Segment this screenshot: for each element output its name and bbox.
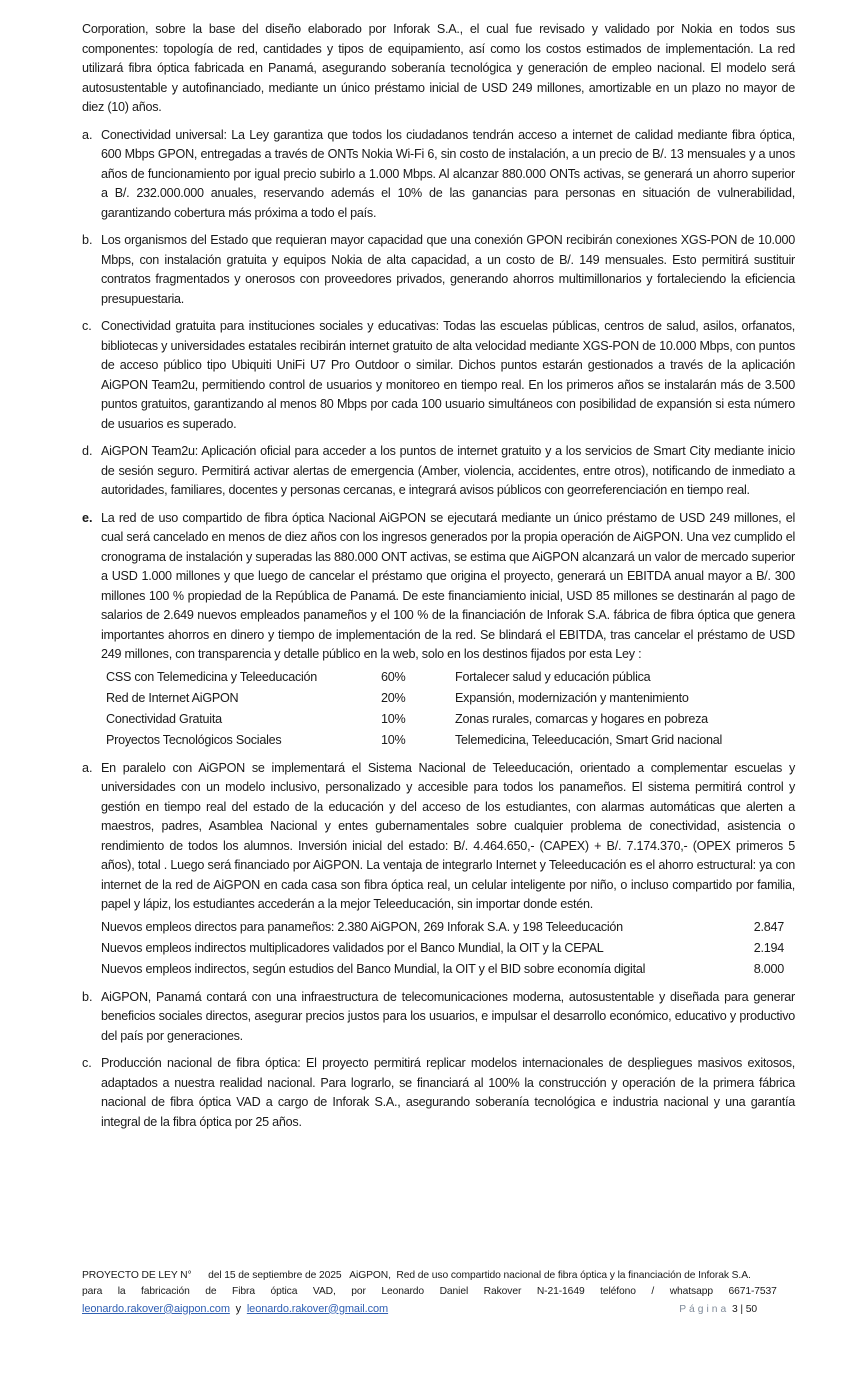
destination-name: Red de Internet AiGPON bbox=[106, 690, 239, 705]
footer-word: la bbox=[117, 1286, 126, 1298]
email-separator: y bbox=[235, 1302, 242, 1315]
destination-purpose: Expansión, modernización y mantenimiento bbox=[455, 690, 689, 705]
list-item-text: Conectividad universal: La Ley garantiza que todos los ciudadanos tendrán acceso a internet de calidad mediante fibra óptica, 600 Mbps GPON, entregadas a través de ONTs Nokia Wi-Fi 6, sin costo de instalación, a un precio de B/. 13 mensuales y a unos años de funcionamiento por igual precio subirlo a 1.000 Mbps. Al alcanzar 880.000 ONTs activas, se generará un ahorro superior a B/. 232.000.000 anuales, reservando además el 10% de las ganancias para personas en situación de vulnerabilidad, garantizando cobertura más próxima a todo el país. bbox=[101, 127, 795, 220]
list-last bbox=[82, 988, 795, 1133]
footer-word: / bbox=[651, 1286, 655, 1298]
list-item-text: AiGPON Team2u: Aplicación oficial para acceder a los puntos de internet gratuito y a los servicios de Smart City mediante inicio de sesión seguro. Permitirá activar alertas de emergencia (Amber, violencia, accidentes, entre otros), notificando de inmediato a autoridades, familiares, docentes y personas cercanas, e integrará avisos públicos con georreferenciación en tiempo real. bbox=[101, 444, 795, 497]
destination-purpose: Zonas rurales, comarcas y hogares en pobreza bbox=[455, 711, 708, 726]
list-item-d bbox=[82, 442, 795, 501]
email-link-aigpon[interactable]: leonardo.rakover@aigpon.com bbox=[82, 1302, 230, 1315]
footer-word: Leonardo bbox=[381, 1286, 425, 1298]
list-marker: a. bbox=[82, 127, 93, 142]
footer-word: óptica bbox=[270, 1286, 298, 1298]
footer-word: para bbox=[82, 1286, 103, 1298]
list-marker: b. bbox=[82, 989, 93, 1004]
table-row bbox=[101, 959, 786, 980]
jobs-table bbox=[101, 917, 786, 980]
page-indicator bbox=[679, 1302, 757, 1318]
jobs-label: Nuevos empleos indirectos multiplicadores validados por el Banco Mundial, la OIT y la CEPAL bbox=[101, 940, 604, 955]
list-marker: e. bbox=[82, 510, 93, 525]
jobs-label: Nuevos empleos indirectos, según estudios del Banco Mundial, la OIT y el BID sobre economía digital bbox=[101, 961, 646, 976]
page-number: 3 | 50 bbox=[732, 1303, 757, 1315]
footer-word: 6671-7537 bbox=[728, 1286, 777, 1298]
destination-name: CSS con Telemedicina y Teleeducación bbox=[106, 669, 318, 684]
list-item-c bbox=[82, 317, 795, 434]
list-item-text: La red de uso compartido de fibra óptica Nacional AiGPON se ejecutará mediante un único préstamo de USD 249 millones, el cual será cancelado en menos de diez años con los ingresos generados por la propia operación de AiGPON. Una vez cumplido el cronograma de instalación y superadas las 880.000 ONT activas, se estima que AiGPON alcanzará un valor de mercado superior a USD 1.000 millones y que luego de cancelar el préstamo que origina el proyecto, generará un EBITDA anual mayor a B/. 300 millones 100 % propiedad de la República de Panamá. De este financiamiento inicial, USD 85 millones se destinarán al pago de salarios de 2.649 nuevos empleados panameños y el 100 % de la financiación de Inforak S.A. fábrica de fibra óptica que genera importantes ahorros en dinero y tiempo de implementación de la red. Se blindará el EBITDA, tras cancelar el préstamo de USD 249 millones, con transparencia y detalle público en la web, solo en los destinos fijados por esta Ley : bbox=[101, 510, 795, 661]
footer-line-2 bbox=[82, 1284, 777, 1300]
list-item-c bbox=[82, 1054, 795, 1132]
footer-word: Rakover bbox=[483, 1286, 522, 1298]
list-marker: c. bbox=[82, 319, 92, 333]
footer-word: VAD, bbox=[312, 1286, 336, 1298]
table-row bbox=[101, 917, 786, 938]
list-marker: b. bbox=[82, 233, 93, 247]
list-item-b bbox=[82, 231, 795, 309]
table-row bbox=[106, 688, 722, 709]
footer-word: Daniel bbox=[439, 1286, 469, 1298]
email-link-gmail[interactable]: leonardo.rakover@gmail.com bbox=[246, 1302, 389, 1315]
destination-purpose: Fortalecer salud y educación pública bbox=[455, 669, 651, 684]
destination-name: Proyectos Tecnológicos Sociales bbox=[106, 732, 282, 747]
footer-word: N-21-1649 bbox=[536, 1286, 585, 1298]
table-row bbox=[106, 730, 722, 751]
footer-line-3 bbox=[82, 1301, 777, 1318]
footer-word: de bbox=[205, 1286, 217, 1298]
destination-percent: 10% bbox=[381, 732, 406, 747]
jobs-value: 8.000 bbox=[753, 961, 784, 976]
list-marker: c. bbox=[82, 1056, 92, 1070]
list-item-a bbox=[82, 126, 795, 224]
document-page bbox=[82, 20, 795, 1140]
list-item-text: En paralelo con AiGPON se implementará el Sistema Nacional de Teleeducación, orientado a complementar escuelas y universidades con un modelo inclusivo, personalizado y accesible para todos los panameños. El sistema permitirá control y gestión en tiempo real del estado de la educación y del acceso de los estudiantes, con alarmas automáticas que alerten a maestros, padres, Asamblea Nacional y entes gubernamentales sobre cualquier problema de conectividad, asistencia o rendimiento de todos los alumnos. Inversión inicial del estado: B/. 4.464.650,- (CAPEX) + B/. 7.174.370,- (OPEX primeros 5 años), total . Luego será financiado por AiGPON. La ventaja de integrarlo Internet y Teleeducación es el ahorro estructural: ya con internet de la red de AiGPON en cada casa son fibra óptica real, un celular inteligente por niño, o incluso compartido por familia, papel y lápiz, los estudiantes accederán a la mejor Teleeducación, sin importar donde estén. bbox=[101, 760, 795, 911]
footer-emails bbox=[82, 1301, 388, 1318]
footer-word: Fibra bbox=[232, 1286, 255, 1298]
list-item-e bbox=[82, 509, 795, 665]
destination-percent: 60% bbox=[381, 669, 406, 684]
list-item-text: Los organismos del Estado que requieran mayor capacidad que una conexión GPON recibirán conexiones XGS-PON de 10.000 Mbps, con instalación gratuita y equipos Nokia de alta capacidad, a un costo de B/. 149 mensuales. Esto permitirá sustituir contratos fragmentados y onerosos con proveedores privados, generando ahorros multimillonarios y fortaleciendo la eficiencia presupuestaria. bbox=[101, 233, 795, 306]
footer-word: fabricación bbox=[141, 1286, 190, 1298]
destination-percent: 10% bbox=[381, 711, 406, 726]
list-item-text: Producción nacional de fibra óptica: El proyecto permitirá replicar modelos internacionales de despliegues masivos exitosos, adaptados a nuestra realidad nacional. Para lograrlo, se financiará al 100% la construcción y operación de la primera fábrica nacional de fibra óptica VAD a cargo de Inforak S.A., asegurando soberanía tecnológica e industria nacional y una garantía integral de la fibra óptica por 25 años. bbox=[101, 1056, 795, 1129]
footer-line-1: PROYECTO DE LEY N° del 15 de septiembre de 2025 AiGPON, Red de uso compartido nacional de fibra óptica y la financiación de Inforak S.A. bbox=[82, 1270, 751, 1281]
destination-percent: 20% bbox=[381, 690, 406, 705]
list-marker: d. bbox=[82, 444, 93, 458]
list-item-b bbox=[82, 988, 795, 1047]
footer-word: whatsapp bbox=[669, 1286, 713, 1298]
list-first bbox=[82, 126, 795, 665]
ebitda-destinations-table bbox=[106, 667, 722, 751]
footer-word: teléfono bbox=[600, 1286, 636, 1298]
jobs-label: Nuevos empleos directos para panameños: 2.380 AiGPON, 269 Inforak S.A. y 198 Teleeducación bbox=[101, 919, 623, 934]
page-label: Página bbox=[679, 1303, 730, 1315]
list-item-text: AiGPON, Panamá contará con una infraestructura de telecomunicaciones moderna, autosustentable y diseñada para generar beneficios sociales directos, asegurar precios justos para los usuarios, e impulsar el desarrollo económico, educativo y productivo del país por generaciones. bbox=[101, 989, 795, 1043]
list-item-teleeducacion bbox=[82, 759, 795, 915]
destination-name: Conectividad Gratuita bbox=[106, 711, 222, 726]
list-marker: a. bbox=[82, 760, 93, 775]
table-row bbox=[101, 938, 786, 959]
footer-word: por bbox=[351, 1286, 366, 1298]
page-footer bbox=[82, 1268, 777, 1318]
jobs-value: 2.847 bbox=[753, 919, 784, 934]
table-row bbox=[106, 709, 722, 730]
intro-paragraph: Corporation, sobre la base del diseño elaborado por Inforak S.A., el cual fue revisado y validado por Nokia en todos sus componentes: topología de red, cantidades y tipos de equipamiento, así como los costos estimados de implementación. La red utilizará fibra óptica fabricada en Panamá, asegurando soberanía tecnológica y generación de empleo nacional. El modelo será autosustentable y autofinanciado, mediante un único préstamo inicial de USD 249 millones, amortizable en un plazo no mayor de diez (10) años. bbox=[82, 22, 795, 114]
table-row bbox=[106, 667, 722, 688]
destination-purpose: Telemedicina, Teleeducación, Smart Grid nacional bbox=[455, 732, 723, 747]
jobs-value: 2.194 bbox=[753, 940, 784, 955]
list-item-text: Conectividad gratuita para instituciones sociales y educativas: Todas las escuelas públicas, centros de salud, asilos, orfanatos, bibliotecas y universidades estatales recibirán internet gratuito de alta velocidad mediante XGS-PON de 10.000 Mbps, con puntos de acceso público tipo Ubiquiti UniFi U7 Pro Outdoor o similar. Dichos puntos estarán gestionados a través de la aplicación AiGPON Team2u, permitiendo control de usuarios y monitoreo en tiempo real. En los primeros años se instalarán más de 3.500 puntos gratuitos, garantizando al menos 80 Mbps por cada 100 usuario simultáneos con posibilidad de expansión si esta número de usuarios es superado. bbox=[101, 319, 795, 431]
